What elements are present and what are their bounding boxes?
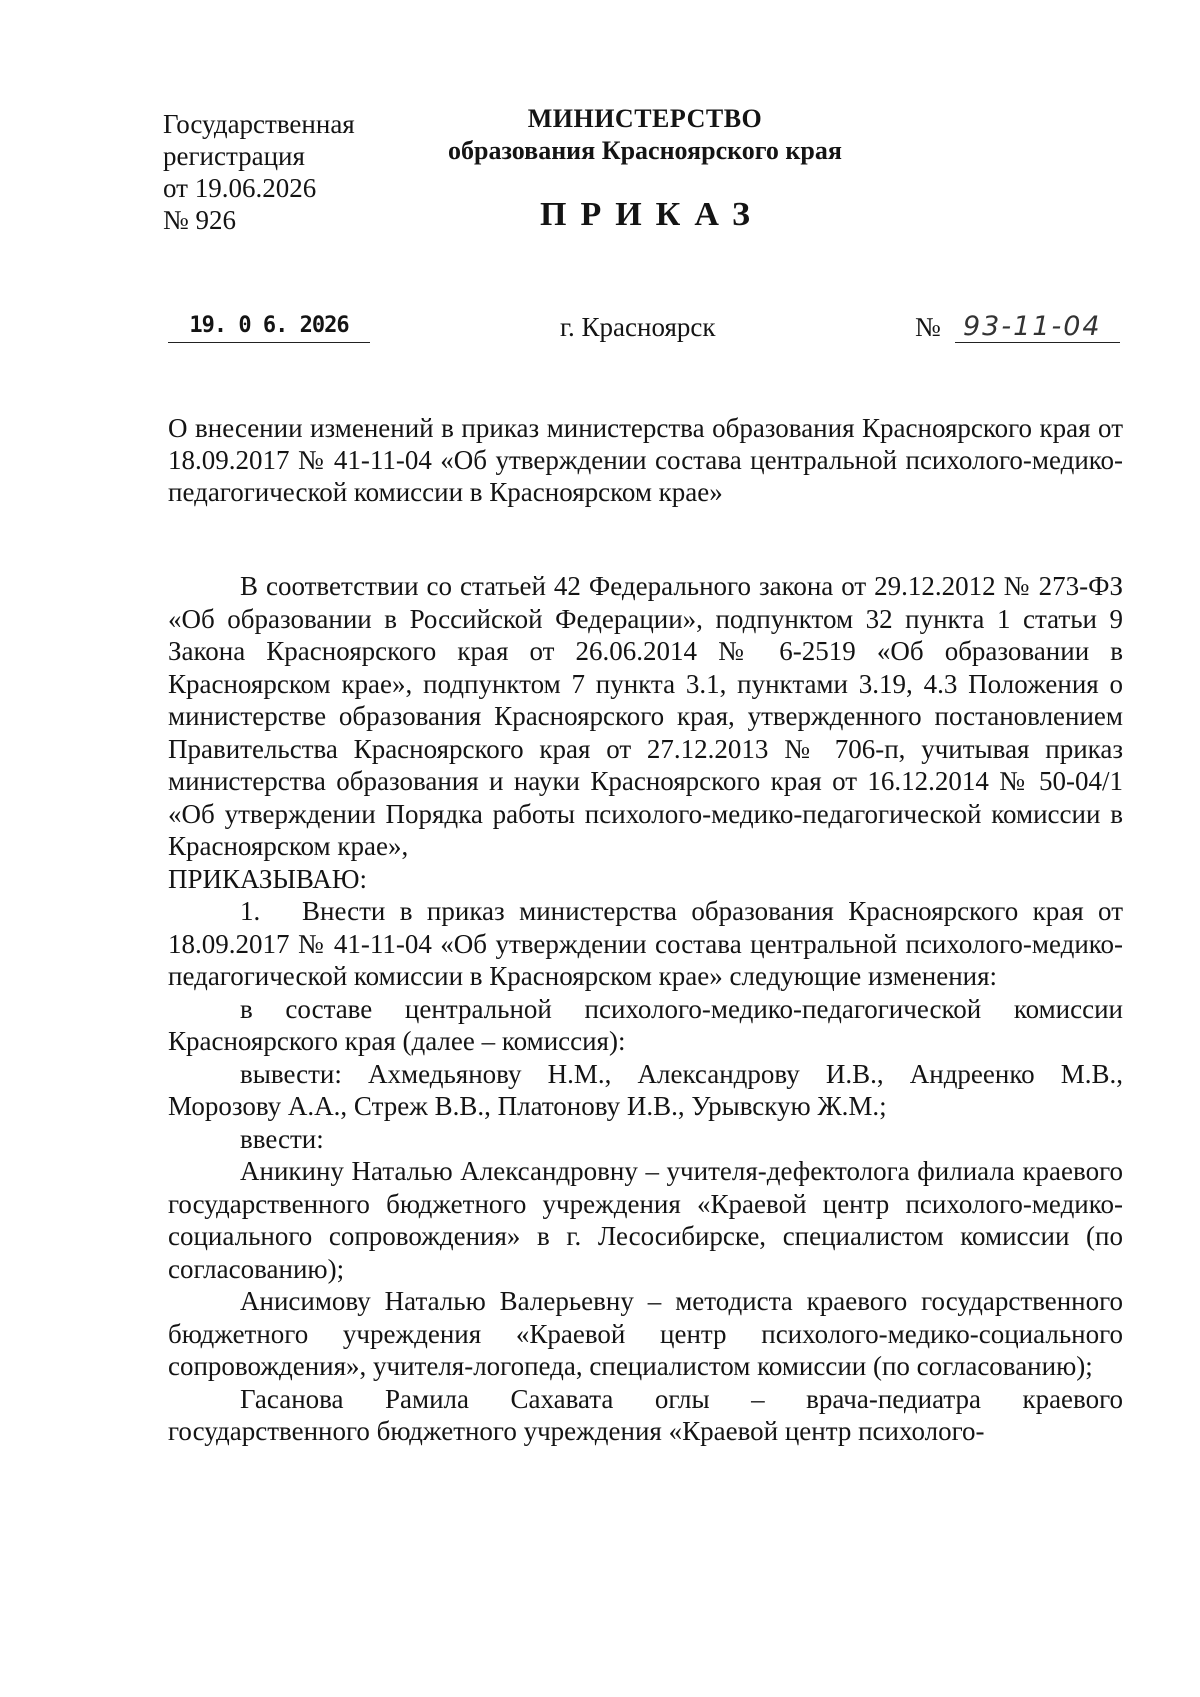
order-number bbox=[915, 310, 1120, 344]
registration-line-1: Государственная bbox=[163, 109, 355, 139]
add-members-label: ввести: bbox=[240, 1123, 324, 1154]
new-member-1: Аникину Наталью Александровну – учителя-дефектолога филиала краевого государственного бюджетного учреждения «Краевой центр психолого-медико-социального сопровождения» в г. Лесосибирске, специалистом комиссии (по согласованию); bbox=[168, 1156, 1123, 1284]
item-1-paragraph bbox=[168, 895, 1123, 993]
composition-paragraph: в составе центральной психолого-медико-педагогической комиссии Красноярского края (далее – комиссия): bbox=[168, 993, 1123, 1056]
item-1-number: 1. bbox=[240, 896, 261, 926]
new-member-3: Гасанова Рамила Сахавата оглы – врача-педиатра краевого государственного бюджетного учреждения «Краевой центр психолого- bbox=[168, 1383, 1123, 1446]
ministry-header bbox=[420, 103, 870, 167]
registration-number: № 926 bbox=[163, 205, 237, 235]
order-word: ПРИКАЗЫВАЮ: bbox=[168, 863, 367, 894]
date-stamp: 19. 0 6. 2026 bbox=[168, 310, 370, 343]
registration-line-2: регистрация bbox=[163, 141, 305, 171]
order-body bbox=[168, 570, 1123, 1448]
new-member-2: Анисимову Наталью Валерьевну – методиста краевого государственного бюджетного учреждения «Краевой центр психолого-медико-социального сопровождения», учителя-логопеда, специалистом комиссии (по согласованию); bbox=[168, 1286, 1123, 1381]
item-1-text: Внести в приказ министерства образования Красноярского края от 18.09.2017 № 41-11-04 «Об утверждении состава центральной психолого-медико-педагогической комиссии в Красноярском крае» следующие изменения: bbox=[168, 896, 1123, 991]
state-registration-block bbox=[163, 108, 355, 236]
city-name: г. Красноярск bbox=[560, 312, 716, 342]
remove-members-paragraph: вывести: Ахмедьянову Н.М., Александрову И.В., Андреенко М.В., Морозову А.А., Стреж В.В., Платонову И.В., Урывскую Ж.М.; bbox=[168, 1058, 1123, 1121]
document-type-title: ПРИКАЗ bbox=[540, 196, 764, 233]
number-sign: № bbox=[915, 312, 941, 342]
registration-date: от 19.06.2026 bbox=[163, 173, 317, 203]
ministry-name-line-1: МИНИСТЕРСТВО bbox=[527, 104, 763, 133]
handwritten-order-number: 93-11-04 bbox=[955, 310, 1120, 343]
ministry-name-line-2: образования Красноярского края bbox=[448, 136, 842, 165]
preamble-paragraph: В соответствии со статьей 42 Федерального закона от 29.12.2012 № 273-ФЗ «Об образовании в Российской Федерации», подпунктом 32 пункта 1 статьи 9 Закона Красноярского края от 26.06.2014 № 6-2519 «Об образовании в Красноярском крае», подпунктом 7 пункта 3.1, пунктами 3.19, 4.3 Положения о министерстве образования Красноярского края, утвержденного постановлением Правительства Красноярского края от 27.12.2013 № 706-п, учитывая приказ министерства образования и науки Красноярского края от 16.12.2014 № 50-04/1 «Об утверждении Порядка работы психолого-медико-педагогической комиссии в Красноярском крае», bbox=[168, 571, 1123, 861]
order-subject: О внесении изменений в приказ министерства образования Красноярского края от 18.09.2017 № 41-11-04 «Об утверждении состава центральной психолого-медико-педагогической комиссии в Красноярском крае» bbox=[168, 413, 1123, 507]
